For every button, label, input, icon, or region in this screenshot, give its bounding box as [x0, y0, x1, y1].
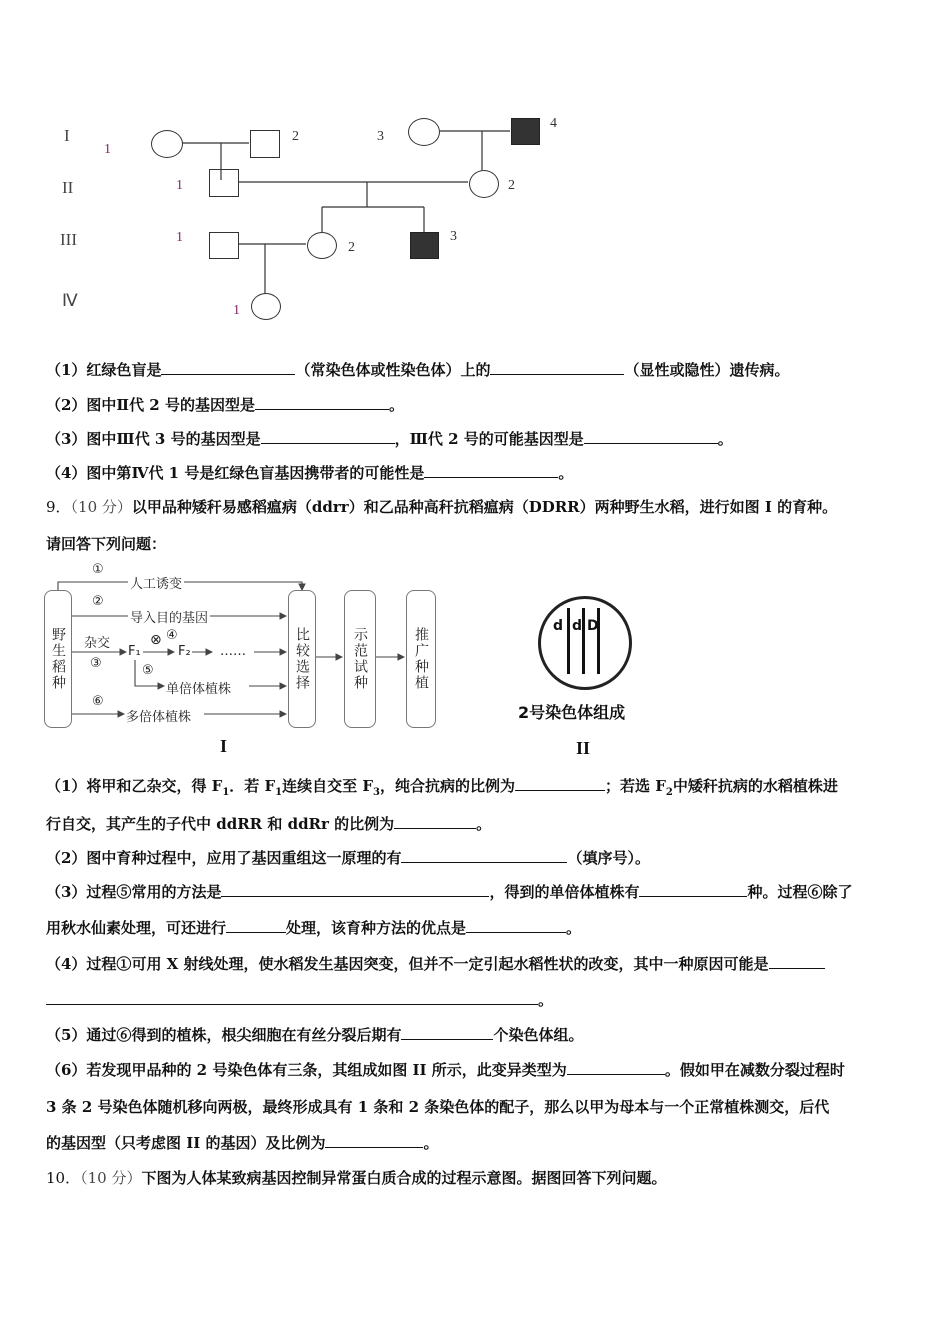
chromosome-2 — [582, 608, 585, 674]
answer-blank[interactable] — [401, 848, 567, 863]
question-score: （10 分） — [80, 1169, 142, 1187]
compare-select-box: 比较选择 — [288, 590, 316, 728]
path-2-label: 导入目的基因 — [128, 607, 210, 626]
answer-blank[interactable] — [584, 429, 718, 444]
q9-text: （6）若发现甲品种的 2 号染色体有三条，其组成如图 II 所示，此变异类型为 — [46, 1061, 567, 1079]
q9-part1-cont — [46, 814, 491, 834]
question-stem: 下图为人体某致病基因控制异常蛋白质合成的过程示意图。据图回答下列问题。 — [141, 1169, 667, 1187]
q9-text: （4）过程①可用 X 射线处理，使水稻发生基因突变，但并不一定引起水稻性状的改变，其中一种原因可能是 — [46, 955, 769, 973]
q9-text: 种。过程⑥除了 — [747, 883, 853, 901]
q8-text: （1）红绿色盲是 — [46, 361, 162, 379]
q9-text: 。 — [566, 919, 582, 937]
answer-blank[interactable] — [515, 776, 605, 791]
figure-I-caption: I — [220, 736, 228, 756]
q9-text: ．若 F — [229, 777, 276, 795]
q9-part6-cont — [46, 1097, 829, 1117]
answer-blank[interactable] — [255, 395, 389, 410]
I4-label: 4 — [550, 116, 557, 131]
self-cross-icon: ⊗ — [150, 632, 162, 648]
question-stem: 请回答下列问题： — [46, 535, 167, 553]
cell-circle — [538, 596, 632, 690]
subscript: 2 — [665, 787, 673, 798]
answer-blank[interactable] — [161, 360, 295, 375]
q9-text: 。假如甲在减数分裂过程时 — [664, 1061, 845, 1079]
q8-text: 。 — [388, 396, 404, 414]
gen-label-IV: Ⅳ — [62, 291, 78, 310]
q9-text: 。 — [423, 1134, 439, 1152]
q9-text: 中矮秆抗病的水稻植株进 — [672, 777, 838, 795]
I1-label: 1 — [104, 142, 111, 157]
q9-text: 用秋水仙素处理，可还进行 — [46, 919, 227, 937]
gene-d-1: d — [553, 618, 564, 634]
q9-part4 — [46, 954, 825, 974]
q8-text: ，Ⅲ代 2 号的可能基因型是 — [394, 430, 584, 448]
q8-part3 — [46, 429, 733, 449]
I1-female — [151, 130, 183, 158]
q9-text: ，纯合抗病的比例为 — [379, 777, 515, 795]
cross-label: 杂交 — [84, 636, 111, 651]
q9-part6-cont2 — [46, 1133, 439, 1153]
q8-part4 — [46, 463, 573, 483]
I4-affected-male — [511, 118, 540, 145]
III2-label: 2 — [348, 240, 355, 255]
q9-text: 。 — [476, 815, 492, 833]
q9-part3-cont — [46, 918, 581, 938]
figure-II-title: 2号染色体组成 — [518, 703, 626, 722]
q8-text: （2）图中Ⅱ代 2 号的基因型是 — [46, 396, 255, 414]
I3-female — [408, 118, 440, 146]
q9-text: 处理，该育种方法的优点是 — [286, 919, 467, 937]
answer-blank[interactable] — [424, 463, 558, 478]
answer-blank[interactable] — [221, 882, 489, 897]
chromosome-figure — [500, 596, 670, 766]
chromosome-1 — [567, 608, 570, 674]
f2-label: F₂ — [178, 644, 191, 659]
ellipsis: …… — [220, 644, 246, 659]
pedigree-figure — [40, 100, 600, 330]
q9-text: ；若选 F — [604, 777, 666, 795]
III3-label: 3 — [450, 229, 457, 244]
answer-blank[interactable] — [401, 1025, 493, 1040]
q8-part1 — [46, 360, 789, 380]
II2-female — [469, 170, 499, 198]
path-1-label: 人工诱变 — [128, 573, 184, 592]
q9-text: 的基因型（只考虑图 II 的基因）及比例为 — [46, 1134, 326, 1152]
path-5-marker: ⑤ — [142, 663, 154, 678]
I2-male — [250, 130, 280, 158]
answer-blank[interactable] — [226, 918, 286, 933]
IV1-label: 1 — [233, 303, 240, 318]
q9-stem — [46, 497, 837, 517]
q9-part5 — [46, 1025, 583, 1045]
III1-male — [209, 232, 239, 259]
answer-blank[interactable] — [639, 882, 747, 897]
f1-label: F₁ — [128, 644, 141, 659]
q9-part3 — [46, 882, 852, 902]
II1-label: 1 — [176, 178, 183, 193]
q9-text: ，得到的单倍体植株有 — [489, 883, 640, 901]
q9-text: 行自交，其产生的子代中 ddRR 和 ddRr 的比例为 — [46, 815, 395, 833]
gene-D: D — [587, 618, 599, 634]
gen-label-III: III — [60, 230, 77, 249]
q9-stem-2 — [46, 534, 166, 554]
q8-text: 。 — [558, 464, 574, 482]
III3-affected-male — [410, 232, 439, 259]
answer-blank[interactable] — [46, 990, 538, 1005]
demo-trial-box: 示范试种 — [344, 590, 376, 728]
subscript: 3 — [373, 787, 380, 798]
subscript: 1 — [275, 787, 283, 798]
breeding-flowchart — [44, 562, 444, 762]
path-4-marker: ④ — [166, 628, 178, 643]
II2-label: 2 — [508, 178, 515, 193]
q9-part6 — [46, 1060, 845, 1080]
path-6-label: 多倍体植株 — [126, 710, 192, 725]
III1-label: 1 — [176, 230, 183, 245]
answer-blank[interactable] — [769, 954, 825, 969]
q8-text: （常染色体或性染色体）上的 — [295, 361, 491, 379]
q9-text: 个染色体组。 — [493, 1026, 584, 1044]
answer-blank[interactable] — [567, 1060, 665, 1075]
answer-blank[interactable] — [466, 918, 566, 933]
q9-text: （1）将甲和乙杂交，得 F — [46, 777, 223, 795]
q8-text: 。 — [717, 430, 733, 448]
gene-d-2: d — [572, 618, 583, 634]
III2-female — [307, 232, 337, 259]
question-score: （10 分） — [70, 498, 132, 516]
q9-text: （3）过程⑤常用的方法是 — [46, 883, 222, 901]
q9-text: 3 条 2 号染色体随机移向两极，最终形成具有 1 条和 2 条染色体的配子，那么以甲为母本与一个正常植株测交，后代 — [46, 1098, 830, 1116]
I3-label: 3 — [377, 129, 384, 144]
promote-plant-box: 推广种植 — [406, 590, 436, 728]
q8-text: （3）图中Ⅲ代 3 号的基因型是 — [46, 430, 261, 448]
IV1-female — [251, 293, 281, 320]
path-1-marker: ① — [92, 562, 104, 577]
question-stem: 以甲品种矮秆易感稻瘟病（ddrr）和乙品种高秆抗稻瘟病（DDRR）两种野生水稻，进行如图 I 的育种。 — [131, 498, 838, 516]
q8-part2 — [46, 395, 404, 415]
q8-text: （4）图中第Ⅳ代 1 号是红绿色盲基因携带者的可能性是 — [46, 464, 425, 482]
q9-part2 — [46, 848, 650, 868]
q9-text: 连续自交至 F — [282, 777, 373, 795]
q9-part1 — [46, 776, 838, 803]
subscript: 1 — [222, 787, 230, 798]
q9-text: （填序号）。 — [567, 849, 650, 867]
answer-blank[interactable] — [394, 814, 476, 829]
gen-label-II: II — [62, 178, 74, 197]
I2-label: 2 — [292, 129, 299, 144]
q10-stem — [46, 1168, 666, 1188]
answer-blank[interactable] — [261, 429, 395, 444]
question-number: 10． — [46, 1169, 81, 1187]
q9-part4-cont — [46, 990, 553, 1010]
question-number: 9． — [46, 498, 71, 516]
wild-rice-box: 野生稻种 — [44, 590, 72, 728]
II1-male — [209, 169, 239, 197]
path-3-marker: ③ — [90, 656, 102, 671]
q9-text: （2）图中育种过程中，应用了基因重组这一原理的有 — [46, 849, 402, 867]
answer-blank[interactable] — [490, 360, 624, 375]
q8-text: （显性或隐性）遗传病。 — [624, 361, 790, 379]
path-6-marker: ⑥ — [92, 694, 104, 709]
path-2-marker: ② — [92, 594, 104, 609]
q9-text: 。 — [538, 991, 554, 1009]
gen-label-I: I — [64, 126, 70, 145]
answer-blank[interactable] — [325, 1133, 423, 1148]
q9-text: （5）通过⑥得到的植株，根尖细胞在有丝分裂后期有 — [46, 1026, 402, 1044]
path-5-label: 单倍体植株 — [166, 682, 232, 697]
figure-II-caption: II — [576, 738, 591, 758]
